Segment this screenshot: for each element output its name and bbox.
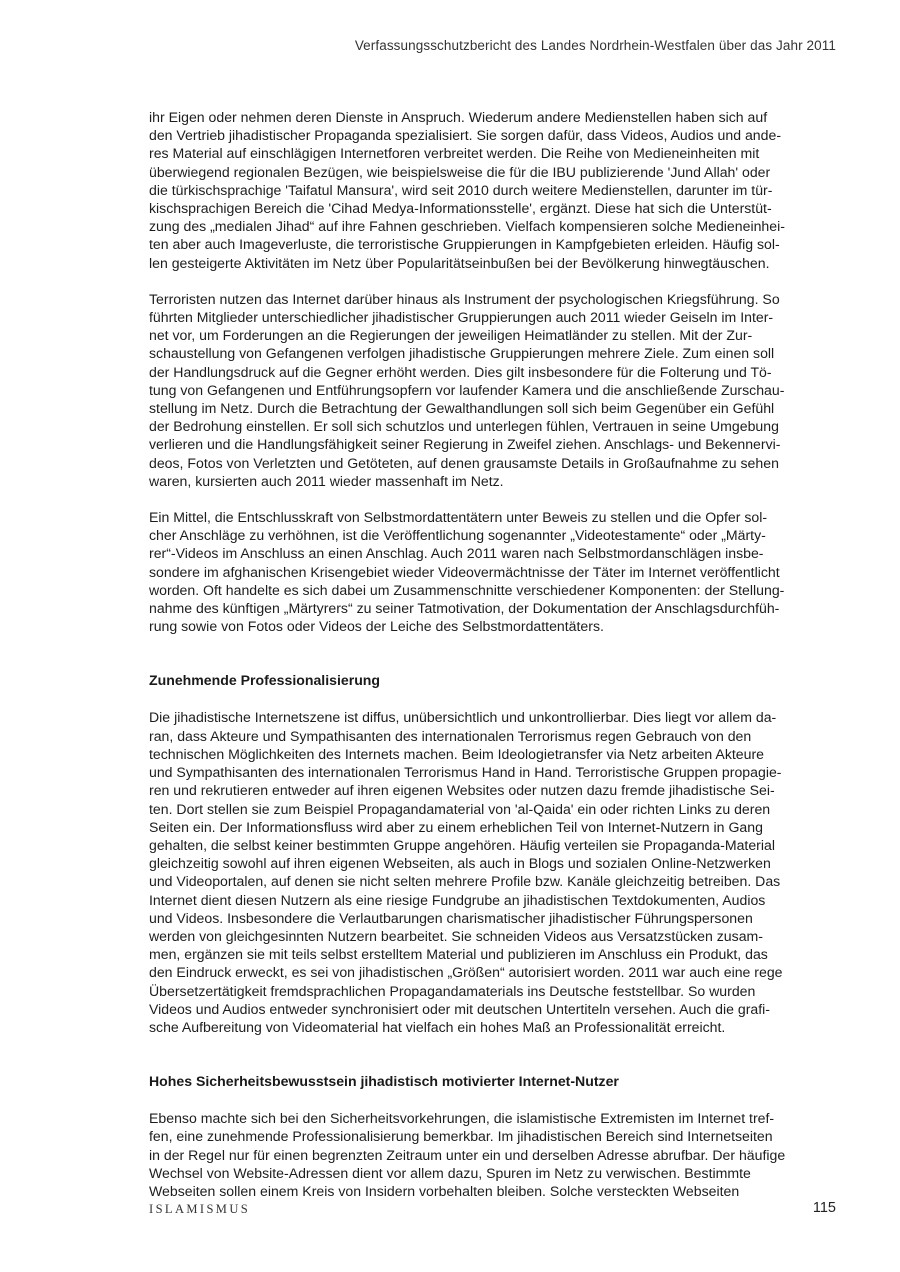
text-line: deos, Fotos von Verletzten und Getöteten, auf denen grausamste Details in Großaufnahme zu sehen (149, 454, 779, 471)
section-heading: Zunehmende Professionalisierung (149, 672, 381, 689)
text-line: Seiten ein. Der Informationsfluss wird aber zu einem erheblichen Teil von Internet-Nutzern in Gang (149, 818, 763, 835)
paragraph (149, 290, 837, 490)
text-line: und Sympathisanten des internationalen Terrorismus Hand in Hand. Terroristische Gruppen propagie- (149, 764, 782, 781)
text-line: kischsprachigen Bereich die 'Cihad Medya-Informationsstelle', ergänzt. Diese hat sich die Unterstüt- (149, 200, 772, 217)
text-line: ren und rekrutieren entweder auf ihren eigenen Websites oder nutzen dazu fremde jihadistische Sei- (149, 782, 775, 799)
text-line: und Videoportalen, auf denen sie nicht selten mehrere Profile bzw. Kanäle gleichzeitig betreiben. Das (149, 873, 781, 890)
text-line: ihr Eigen oder nehmen deren Dienste in Anspruch. Wiederum andere Medienstellen haben sich auf (149, 109, 768, 125)
section-heading: Hohes Sicherheitsbewusstsein jihadistisch motivierter Internet-Nutzer (149, 1073, 619, 1090)
text-line: zung des „medialen Jihad“ auf ihre Fahnen geschrieben. Vielfach kompensieren solche Medieneinhei- (149, 218, 785, 235)
text-line: schaustellung von Gefangenen verfolgen jihadistische Gruppierungen mehrere Ziele. Zum einen soll (149, 345, 775, 362)
text-line: rer“-Videos im Anschluss an einen Anschlag. Auch 2011 waren nach Selbstmordanschlägen insbe- (149, 545, 764, 562)
text-line: werden von gleichgesinnten Nutzern bearbeitet. Sie schneiden Videos aus Versatzstücken zusam- (149, 927, 763, 944)
text-line: sondere im afghanischen Krisengebiet wieder Videovermächtnisse der Täter im Internet veröffentlicht (149, 563, 780, 580)
text-line: der Bedrohung einstellen. Er soll sich schutzlos und unterlegen fühlen, Vertrauen in seine Umgebung (149, 418, 779, 435)
text-line: gleichzeitig sowohl auf ihren eigenen Webseiten, als auch in Blogs und sozialen Online-Netzwerken (149, 855, 771, 872)
paragraph (149, 1109, 837, 1200)
text-line: ten aber auch Imageverluste, die terroristische Gruppierungen in Kampfgebieten erleiden. Häufig sol- (149, 236, 780, 253)
text-line: fen, eine zunehmende Professionalisierung bemerkbar. Im jihadistischen Bereich sind Internetseiten (149, 1128, 773, 1145)
text-line: cher Anschläge zu verhöhnen, ist die Veröffentlichung sogenannter „Videotestamente“ oder „Märty- (149, 527, 766, 544)
text-line: und Videos. Insbesondere die Verlautbarungen charismatischer jihadistischer Führungspersonen (149, 909, 753, 926)
text-line: der Handlungsdruck auf die Gegner erhöht werden. Dies gilt insbesondere für die Folterung und Tö- (149, 363, 772, 380)
text-line: Ein Mittel, die Entschlusskraft von Selbstmordattentätern unter Beweis zu stellen und die Opfer sol- (149, 509, 768, 526)
text-line: len gesteigerte Aktivitäten im Netz über Popularitätseinbußen bei der Bevölkerung hinwegtäuschen. (149, 254, 770, 271)
text-line: res Material auf einschlägigen Internetforen verbreitet werden. Die Reihe von Medieneinheiten mit (149, 145, 760, 162)
text-line: net vor, um Forderungen an die Regierungen der jeweiligen Heimatländer zu stellen. Mit der Zur- (149, 327, 753, 344)
text-line: verlieren und die Handlungsfähigkeit seiner Regierung in Zweifel ziehen. Anschlags- und Bekennervi- (149, 436, 781, 453)
running-header: Verfassungsschutzbericht des Landes Nordrhein-Westfalen über das Jahr 2011 (354, 38, 836, 53)
text-line: worden. Oft handelte es sich dabei um Zusammenschnitte verschiedener Komponenten: der Stellung- (149, 581, 785, 598)
text-line: Webseiten sollen einem Kreis von Insidern vorbehalten bleiben. Solche versteckten Webseiten (149, 1182, 740, 1199)
paragraph (149, 508, 837, 635)
page-number: 115 (812, 1200, 836, 1216)
text-line: stellung im Netz. Durch die Betrachtung der Gewalthandlungen soll sich beim Gegenüber ein Gefühl (149, 400, 775, 417)
text-line: nahme des künftigen „Märtyrers“ zu seiner Tatmotivation, der Dokumentation der Anschlagsdurchfüh- (149, 600, 780, 617)
text-line: die türkischsprachige 'Taifatul Mansura', wird seit 2010 durch weitere Medienstellen, darunter im tür- (149, 181, 773, 198)
text-line: Terroristen nutzen das Internet darüber hinaus als Instrument der psychologischen Kriegsführung. So (149, 290, 780, 307)
text-line: in der Regel nur für einen begrenzten Zeitraum unter ein und derselben Adresse abrufbar. Der häufige (149, 1146, 786, 1163)
text-line: Videos und Audios entweder synchronisiert oder mit deutschen Untertiteln versehen. Auch die grafi- (149, 1000, 771, 1017)
text-line: tung von Gefangenen und Entführungsopfern vor laufender Kamera und die anschließende Zurschau- (149, 381, 785, 398)
text-line: Ebenso machte sich bei den Sicherheitsvorkehrungen, die islamistische Extremisten im Internet tref- (149, 1110, 775, 1127)
text-line: Wechsel von Website-Adressen dient vor allem dazu, Spuren im Netz zu verwischen. Bestimmte (149, 1164, 751, 1181)
text-line: rung sowie von Fotos oder Videos der Leiche des Selbstmordattentäters. (149, 618, 604, 635)
text-line: men, ergänzen sie mit teils selbst erstelltem Material und publizieren im Anschluss ein Produkt, das (149, 946, 768, 963)
text-line: den Eindruck erweckt, es sei von jihadistischen „Größen“ autorisiert worden. 2011 war auch eine rege (149, 964, 783, 981)
text-line: überwiegend regionalen Bezügen, wie beispielsweise die für die IBU publizierende 'Jund Allah' oder (149, 163, 771, 180)
footer-section-label: ISLAMISMUS (149, 1202, 251, 1216)
paragraph (149, 708, 837, 1036)
text-line: den Vertrieb jihadistischer Propaganda spezialisiert. Sie sorgen dafür, dass Videos, Audios und ande- (149, 127, 782, 144)
text-line: Übersetzertätigkeit fremdsprachlichen Propagandamaterials ins Deutsche feststellbar. So wurden (149, 982, 756, 999)
text-line: waren, kursierten auch 2011 wieder massenhaft im Netz. (149, 472, 504, 489)
text-line: sche Aufbereitung von Videomaterial hat vielfach ein hohes Maß an Professionalität erreicht. (149, 1018, 726, 1035)
text-line: ran, dass Akteure und Sympathisanten des internationalen Terrorismus regen Gebrauch von den (149, 727, 752, 744)
text-line: Die jihadistische Internetszene ist diffus, unübersichtlich und unkontrollierbar. Dies liegt vor allem da- (149, 709, 777, 726)
text-line: ten. Dort stellen sie zum Beispiel Propagandamaterial von 'al-Qaida' ein oder richten Links zu deren (149, 800, 771, 817)
text-line: gehalten, die selbst keiner bestimmten Gruppe angehören. Häufig verteilen sie Propaganda-Material (149, 836, 775, 853)
paragraph (149, 108, 837, 272)
text-line: Internet dient diesen Nutzern als eine riesige Fundgrube an jihadistischen Textdokumenten, Audios (149, 891, 766, 908)
text-line: technischen Möglichkeiten des Internets machen. Beim Ideologietransfer via Netz arbeiten Akteure (149, 745, 764, 762)
text-line: führten Mitglieder unterschiedlicher jihadistischer Gruppierungen auch 2011 wieder Geiseln im Inter- (149, 309, 774, 326)
page-body (149, 108, 837, 1200)
